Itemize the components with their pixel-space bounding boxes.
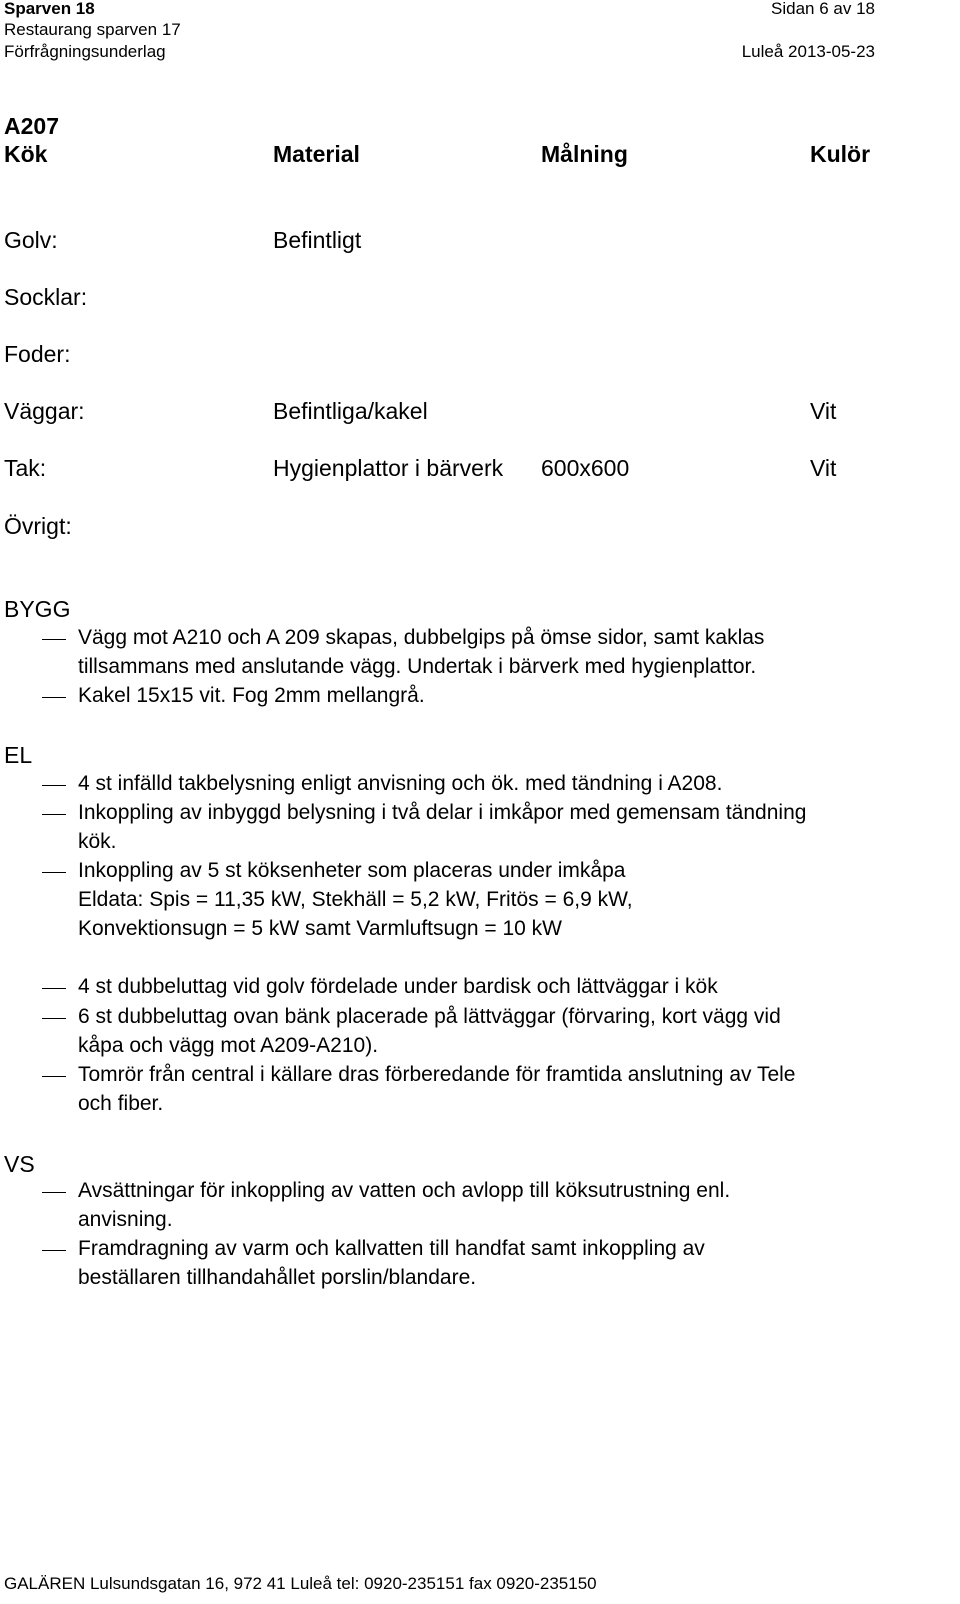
list-item-text: Konvektionsugn = 5 kW samt Varmluftsugn = 10 kW bbox=[78, 917, 562, 940]
row-label-vaggar: Väggar: bbox=[4, 398, 85, 424]
row-color-tak: Vit bbox=[810, 455, 837, 481]
footer-address: GALÄREN Lulsundsgatan 16, 972 41 Luleå tel: 0920-235151 fax 0920-235150 bbox=[4, 1574, 597, 1593]
list-bullet bbox=[42, 988, 66, 989]
row-label-tak: Tak: bbox=[4, 455, 47, 481]
row-material-tak: Hygienplattor i bärverk bbox=[273, 455, 504, 481]
list-item-text: och fiber. bbox=[78, 1092, 164, 1115]
col-header-material: Material bbox=[273, 141, 360, 167]
row-material-vaggar: Befintliga/kakel bbox=[273, 398, 428, 424]
row-label-golv: Golv: bbox=[4, 227, 58, 253]
list-bullet bbox=[42, 1018, 66, 1019]
doc-subtitle: Restaurang sparven 17 bbox=[4, 20, 181, 39]
row-material-golv: Befintligt bbox=[273, 227, 362, 253]
room-code: A207 bbox=[4, 113, 59, 139]
room-name: Kök bbox=[4, 141, 48, 167]
list-item-text: Eldata: Spis = 11,35 kW, Stekhäll = 5,2 kW, Fritös = 6,9 kW, bbox=[78, 888, 633, 911]
doc-type: Förfrågningsunderlag bbox=[4, 42, 166, 61]
list-bullet bbox=[42, 814, 66, 815]
row-label-socklar: Socklar: bbox=[4, 284, 88, 310]
list-item-text: 4 st infälld takbelysning enligt anvisning och ök. med tändning i A208. bbox=[78, 772, 723, 795]
list-bullet bbox=[42, 785, 66, 786]
list-item-text: Inkoppling av 5 st köksenheter som placeras under imkåpa bbox=[78, 859, 626, 882]
row-painting-tak: 600x600 bbox=[541, 455, 630, 481]
doc-project-title: Sparven 18 bbox=[4, 0, 95, 18]
list-item-text: Avsättningar för inkoppling av vatten och avlopp till köksutrustning enl. bbox=[78, 1179, 731, 1202]
list-bullet bbox=[42, 872, 66, 873]
col-header-color: Kulör bbox=[810, 141, 871, 167]
list-item-text: 6 st dubbeluttag ovan bänk placerade på lättväggar (förvaring, kort vägg vid bbox=[78, 1005, 781, 1028]
section-heading-vs: VS bbox=[4, 1151, 35, 1177]
list-item-text: Framdragning av varm och kallvatten till handfat samt inkoppling av bbox=[78, 1237, 705, 1260]
list-bullet bbox=[42, 697, 66, 698]
list-bullet bbox=[42, 639, 66, 640]
row-color-vaggar: Vit bbox=[810, 398, 837, 424]
row-label-ovrigt: Övrigt: bbox=[4, 513, 72, 539]
list-item-text: Inkoppling av inbyggd belysning i två delar i imkåpor med gemensam tändning bbox=[78, 801, 807, 824]
list-bullet bbox=[42, 1250, 66, 1251]
list-item-text: kök. bbox=[78, 830, 117, 853]
list-item-text: 4 st dubbeluttag vid golv fördelade under bardisk och lättväggar i kök bbox=[78, 975, 718, 998]
section-heading-el: EL bbox=[4, 742, 33, 768]
list-item-text: kåpa och vägg mot A209-A210). bbox=[78, 1034, 379, 1057]
col-header-painting: Målning bbox=[541, 141, 628, 167]
page-number: Sidan 6 av 18 bbox=[771, 0, 875, 18]
row-label-foder: Foder: bbox=[4, 341, 71, 367]
list-item-text: Kakel 15x15 vit. Fog 2mm mellangrå. bbox=[78, 684, 425, 707]
doc-date: Luleå 2013-05-23 bbox=[741, 42, 875, 61]
list-bullet bbox=[42, 1192, 66, 1193]
list-item-text: anvisning. bbox=[78, 1208, 173, 1231]
list-item-text: Tomrör från central i källare dras förberedande för framtida anslutning av Tele bbox=[78, 1063, 796, 1086]
list-bullet bbox=[42, 1076, 66, 1077]
section-heading-bygg: BYGG bbox=[4, 596, 71, 622]
list-item-text: Vägg mot A210 och A 209 skapas, dubbelgips på ömse sidor, samt kaklas bbox=[78, 626, 765, 649]
list-item-text: beställaren tillhandahållet porslin/blandare. bbox=[78, 1266, 477, 1289]
list-item-text: tillsammans med anslutande vägg. Undertak i bärverk med hygienplattor. bbox=[78, 655, 757, 678]
